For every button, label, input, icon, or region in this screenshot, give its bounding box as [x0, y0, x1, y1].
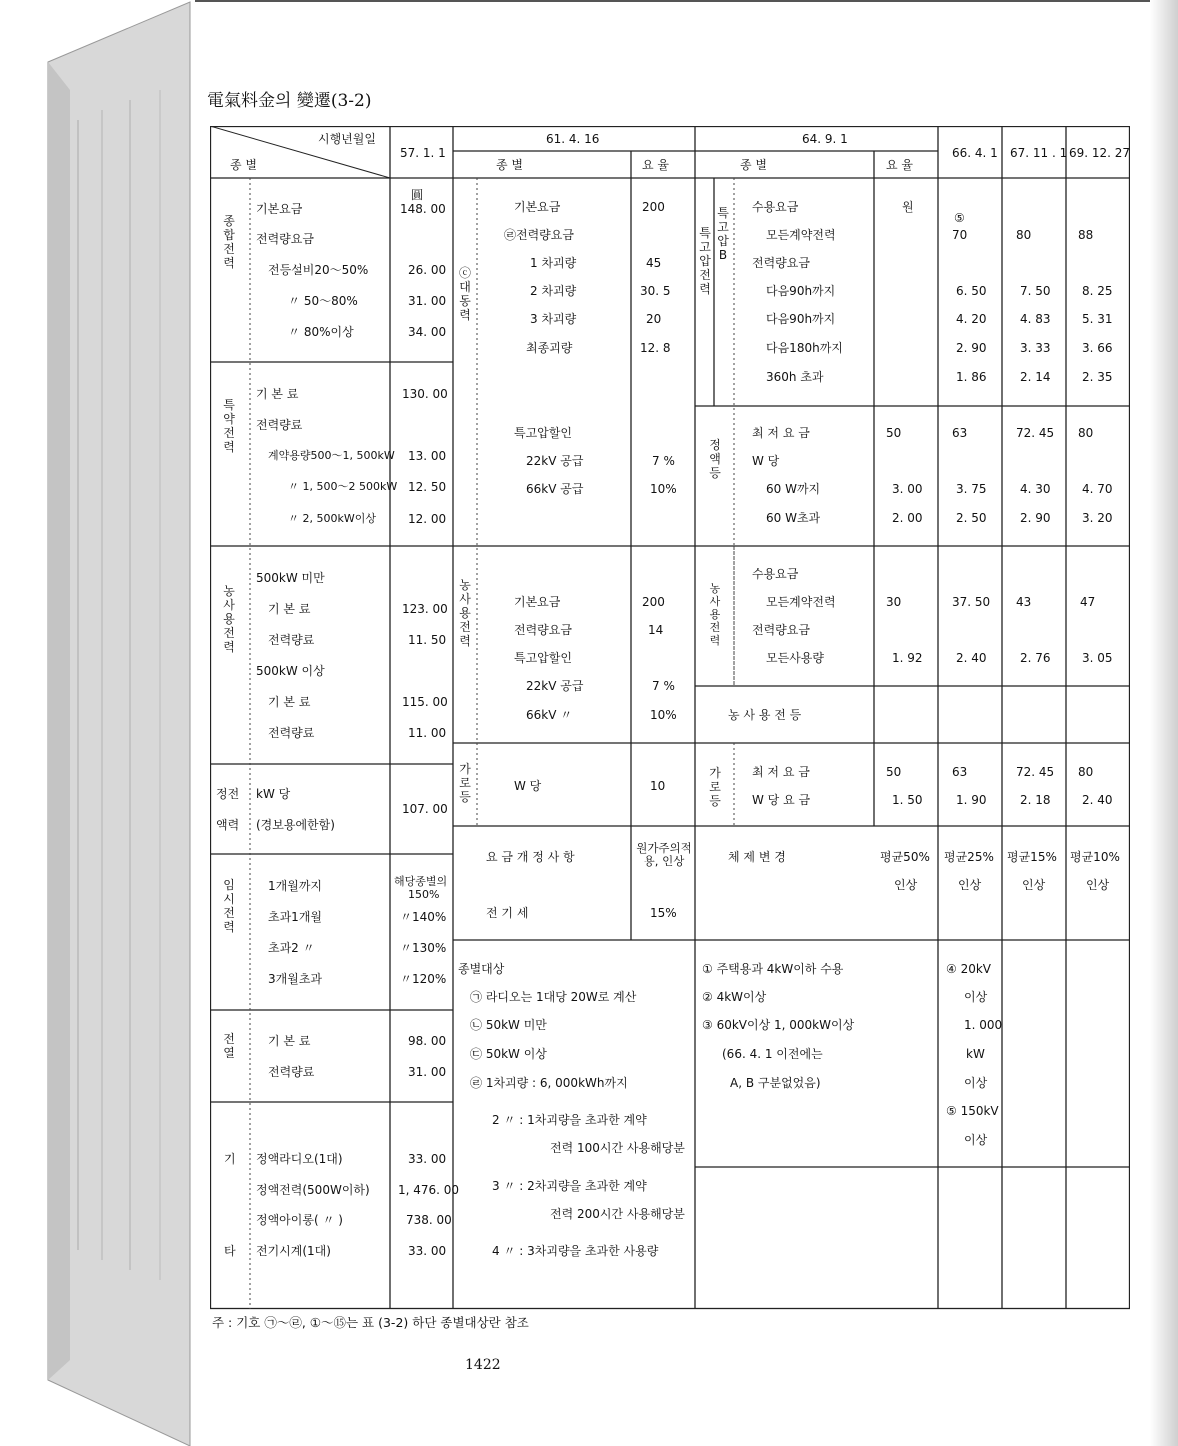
cell: 수용요금 [752, 567, 799, 581]
cell: 3 차괴량 [530, 312, 577, 326]
section-label: 농사용전력 [223, 584, 235, 654]
cell: 3개월초과 [268, 972, 323, 986]
value: 7 % [652, 679, 675, 693]
cell: 전등설비20～50% [268, 263, 369, 277]
value: 2. 40 [1082, 793, 1113, 807]
section-label: 가로등 [709, 766, 721, 808]
cell: 초과2 〃 [268, 941, 315, 955]
value: 45 [646, 256, 662, 270]
section-label: 타 [224, 1244, 236, 1258]
value: 80 [1078, 765, 1094, 779]
value: 13. 00 [408, 449, 447, 463]
value: 33. 00 [408, 1244, 447, 1258]
header-rate-2: 요 율 [642, 158, 669, 172]
header-kind-label: 종 별 [230, 158, 257, 172]
value: 2. 14 [1020, 370, 1051, 384]
kind-item: A, B 구분없었음) [730, 1076, 821, 1090]
value: 7. 50 [1020, 284, 1051, 298]
kind-item: 2 〃 : 1차괴량을 초과한 계약 [492, 1113, 647, 1127]
cell: 특고압할인 [514, 426, 572, 440]
cell: ㉣전력량요금 [504, 228, 574, 242]
value: 72. 45 [1016, 765, 1055, 779]
cell: 66kV 공급 [526, 482, 584, 496]
cell: W 당 요 금 [752, 793, 811, 807]
value: 72. 45 [1016, 426, 1055, 440]
cell: 1. 000 [964, 1018, 1003, 1032]
cell: 기본요금 [256, 202, 303, 216]
header-rate-3: 요 율 [886, 158, 913, 172]
section-label: 전열 [223, 1032, 235, 1060]
value: 107. 00 [402, 802, 448, 816]
value: 200 [642, 200, 665, 214]
value: 26. 00 [408, 263, 447, 277]
section-label: 정액등 [709, 438, 721, 480]
electricity-tax-value: 15% [650, 906, 677, 920]
value: 2. 90 [956, 341, 987, 355]
cell: 1개월까지 [268, 879, 323, 893]
kind-item: ㉣ 1차괴량 : 6, 000kWh까지 [470, 1076, 628, 1090]
page-edge-shadow [1150, 0, 1178, 1446]
value: 3. 20 [1082, 511, 1113, 525]
cell: 기본요금 [514, 595, 561, 609]
cell: 〃 1, 500～2 500kW [288, 480, 398, 493]
cell: 정액전력(500W이하) [256, 1183, 370, 1197]
cell: 다음90h까지 [766, 284, 836, 298]
cell: 360h 초과 [766, 370, 824, 384]
value: 80 [1016, 228, 1032, 242]
cell: ④ 20kV [946, 962, 991, 976]
header-date-label: 시행년월일 [318, 132, 376, 146]
kind-item: (66. 4. 1 이전에는 [722, 1047, 823, 1061]
cell: 66kV 〃 [526, 708, 573, 722]
avg-increase-note: 인상 [894, 878, 918, 892]
avg-increase: 평균50% [880, 850, 930, 864]
section-label: 농사용전력 [459, 578, 471, 648]
cell: 〃 50～80% [288, 294, 358, 308]
value: 10 [650, 779, 666, 793]
value: 11. 00 [408, 726, 447, 740]
value: 2. 90 [1020, 511, 1051, 525]
cell: 전력량료 [256, 418, 303, 432]
value: 평균25% [944, 850, 994, 864]
value: 3. 00 [892, 482, 923, 496]
value: 30. 5 [640, 284, 671, 298]
section-label: 기 [224, 1152, 236, 1166]
kind-item: ③ 60kV이상 1, 000kW이상 [702, 1018, 855, 1032]
header-date-6: 69. 12. 27 [1069, 146, 1131, 160]
electricity-tax-label: 전 기 세 [486, 906, 529, 920]
cell: 기 본 료 [268, 602, 311, 616]
value: 인상 [1022, 878, 1046, 892]
section-label: 농사용전력 [709, 582, 721, 647]
cell: 이상 [964, 1133, 988, 1147]
value: 인상 [1086, 878, 1110, 892]
value: 34. 00 [408, 325, 447, 339]
value: 1. 92 [892, 651, 923, 665]
header-date-5: 67. 11 . 1 [1010, 146, 1068, 160]
cell: 전기시계(1대) [256, 1244, 331, 1258]
value: 1. 90 [956, 793, 987, 807]
value: 7 % [652, 454, 675, 468]
revision-header: 요 금 개 정 사 항 [486, 850, 575, 864]
kind-item: ㉠ 라디오는 1대당 20W로 계산 [470, 990, 637, 1004]
header-date-2: 61. 4. 16 [546, 132, 600, 146]
cell: 전력량료 [268, 726, 315, 740]
value: 43 [1016, 595, 1032, 609]
value: 80 [1078, 426, 1094, 440]
cell: 기 본 료 [268, 1034, 311, 1048]
value: 〃140% [400, 910, 447, 924]
section-label: 임시전력 [223, 878, 235, 934]
cell: 최종괴량 [526, 341, 573, 355]
value: 12. 00 [408, 512, 447, 526]
cell: kW 당 [256, 787, 291, 801]
value: 12. 50 [408, 480, 447, 494]
cell: 다음180h까지 [766, 341, 843, 355]
header-date-4: 66. 4. 1 [952, 146, 998, 160]
kind-item: ㉡ 50kW 미만 [470, 1018, 547, 1032]
cell: ⑤ 150kV [946, 1104, 999, 1118]
value: 130. 00 [402, 387, 448, 401]
cell: 전력량요금 [256, 232, 314, 246]
kinds-header: 종별대상 [458, 962, 505, 976]
value: 98. 00 [408, 1034, 447, 1048]
value: 〃120% [400, 972, 447, 986]
cell: 500kW 미만 [256, 571, 325, 585]
cell: 이상 [964, 1076, 988, 1090]
cell: 최 저 요 금 [752, 765, 810, 779]
cell: 60 W까지 [766, 482, 821, 496]
value: 30 [886, 595, 902, 609]
cell: 모든사용량 [766, 651, 824, 665]
value: 5. 31 [1082, 312, 1113, 326]
value: 4. 70 [1082, 482, 1113, 496]
kind-item: 전력 200시간 사용해당분 [550, 1207, 685, 1221]
system-change-label: 체 제 변 경 [728, 850, 786, 864]
value: 12. 8 [640, 341, 671, 355]
value: 2. 50 [956, 511, 987, 525]
cell: 전력량요금 [752, 256, 810, 270]
cell: 전력량요금 [752, 623, 810, 637]
value: 2. 76 [1020, 651, 1051, 665]
value: 인상 [958, 878, 982, 892]
cell: 전력량요금 [514, 623, 572, 637]
value: 4. 20 [956, 312, 987, 326]
cell: 기본요금 [514, 200, 561, 214]
page-number: 1422 [465, 1357, 501, 1373]
value: 70 [952, 228, 968, 242]
value: 150% [408, 888, 440, 901]
value: 1, 476. 00 [398, 1183, 460, 1197]
section-label: 액력 [216, 818, 240, 832]
cell: 최 저 요 금 [752, 426, 810, 440]
value: 2. 40 [956, 651, 987, 665]
kind-item: 4 〃 : 3차괴량을 초과한 사용량 [492, 1244, 659, 1258]
value: 〃130% [400, 941, 447, 955]
value: 3. 66 [1082, 341, 1113, 355]
cell: W 당 [514, 779, 542, 793]
value: 3. 75 [956, 482, 987, 496]
cell: 정액라디오(1대) [256, 1152, 343, 1166]
cell: 이상 [964, 990, 988, 1004]
cell: 모든계약전력 [766, 228, 836, 242]
section-label: 특고압B [717, 206, 729, 262]
value: 63 [952, 765, 968, 779]
value: 37. 50 [952, 595, 991, 609]
cell: 〃 80%이상 [288, 325, 354, 339]
value: 88 [1078, 228, 1094, 242]
value: 738. 00 [406, 1213, 452, 1227]
cell: 2 차괴량 [530, 284, 577, 298]
value: 33. 00 [408, 1152, 447, 1166]
value: 4. 83 [1020, 312, 1051, 326]
cell: 정액아이롱( 〃 ) [256, 1213, 343, 1227]
value: 평균10% [1070, 850, 1120, 864]
value: 1. 50 [892, 793, 923, 807]
value: 123. 00 [402, 602, 448, 616]
unit: 원 [902, 200, 914, 214]
value: 평균15% [1007, 850, 1057, 864]
header-date-1: 57. 1. 1 [400, 146, 446, 160]
cell: 수용요금 [752, 200, 799, 214]
cell: 다음90h까지 [766, 312, 836, 326]
value: 2. 35 [1082, 370, 1113, 384]
header-kind-3: 종 별 [740, 158, 767, 172]
revision-header-cost: 원가주의적용, 인상 [636, 841, 692, 868]
page-top-edge [195, 0, 1178, 2]
value: 해당종별의 [394, 875, 448, 888]
cell: 기 본 료 [256, 387, 299, 401]
cell: 전력량료 [268, 633, 315, 647]
section-label: 가로등 [459, 762, 471, 804]
value: 10% [650, 708, 677, 722]
value: 200 [642, 595, 665, 609]
value: 115. 00 [402, 695, 448, 709]
cell: W 당 [752, 454, 780, 468]
cell: 농 사 용 전 등 [728, 708, 802, 722]
cell: 〃 2, 500kW이상 [288, 512, 376, 525]
section-label: 특고압전력 [699, 226, 711, 296]
cell: 22kV 공급 [526, 679, 584, 693]
footnote: 주 : 기호 ㉠～㉣, ①～⑮는 표 (3-2) 하단 종별대상란 참조 [212, 1315, 529, 1330]
section-label: ⓒ대동력 [458, 266, 471, 322]
rate-table [210, 126, 1130, 1310]
kind-item: ② 4kW이상 [702, 990, 767, 1004]
cell: 500kW 이상 [256, 664, 325, 678]
cell: 특고압할인 [514, 651, 572, 665]
value: 148. 00 [400, 202, 446, 216]
unit: 圓 [411, 188, 424, 202]
page-title: 電氣料金의 變遷(3-2) [207, 91, 372, 111]
section-label: 특약전력 [223, 398, 235, 454]
header-date-3: 64. 9. 1 [802, 132, 848, 146]
value: 3. 33 [1020, 341, 1051, 355]
kind-item: 3 〃 : 2차괴량을 초과한 계약 [492, 1179, 647, 1193]
cell: 기 본 료 [268, 695, 311, 709]
value: 14 [648, 623, 664, 637]
value: 2. 18 [1020, 793, 1051, 807]
cell: 60 W초과 [766, 511, 821, 525]
cell: kW [966, 1047, 985, 1061]
header-kind-2: 종 별 [496, 158, 523, 172]
value: 31. 00 [408, 1065, 447, 1079]
value: 63 [952, 426, 968, 440]
cell: 22kV 공급 [526, 454, 584, 468]
value: 3. 05 [1082, 651, 1113, 665]
value: 47 [1080, 595, 1096, 609]
value: 1. 86 [956, 370, 987, 384]
cell: 초과1개월 [268, 910, 323, 924]
cell: 모든계약전력 [766, 595, 836, 609]
book-spine [0, 0, 195, 1446]
kind-item: ㉢ 50kW 이상 [470, 1047, 547, 1061]
value: 6. 50 [956, 284, 987, 298]
value: 2. 00 [892, 511, 923, 525]
value: 10% [650, 482, 677, 496]
value: 4. 30 [1020, 482, 1051, 496]
value: 11. 50 [408, 633, 447, 647]
section-label: 종합전력 [223, 214, 235, 270]
value: 20 [646, 312, 662, 326]
cell: (경보용에한함) [256, 818, 335, 832]
cell: 전력량료 [268, 1065, 315, 1079]
value: ⑤ [954, 211, 965, 225]
cell: 계약용량500～1, 500kW [268, 449, 395, 462]
kind-item: 전력 100시간 사용해당분 [550, 1141, 685, 1155]
value: 50 [886, 765, 902, 779]
kind-item: ① 주택용과 4kW이하 수용 [702, 962, 844, 976]
value: 31. 00 [408, 294, 447, 308]
value: 8. 25 [1082, 284, 1113, 298]
value: 50 [886, 426, 902, 440]
section-label: 정전 [216, 787, 240, 801]
cell: 1 차괴량 [530, 256, 577, 270]
